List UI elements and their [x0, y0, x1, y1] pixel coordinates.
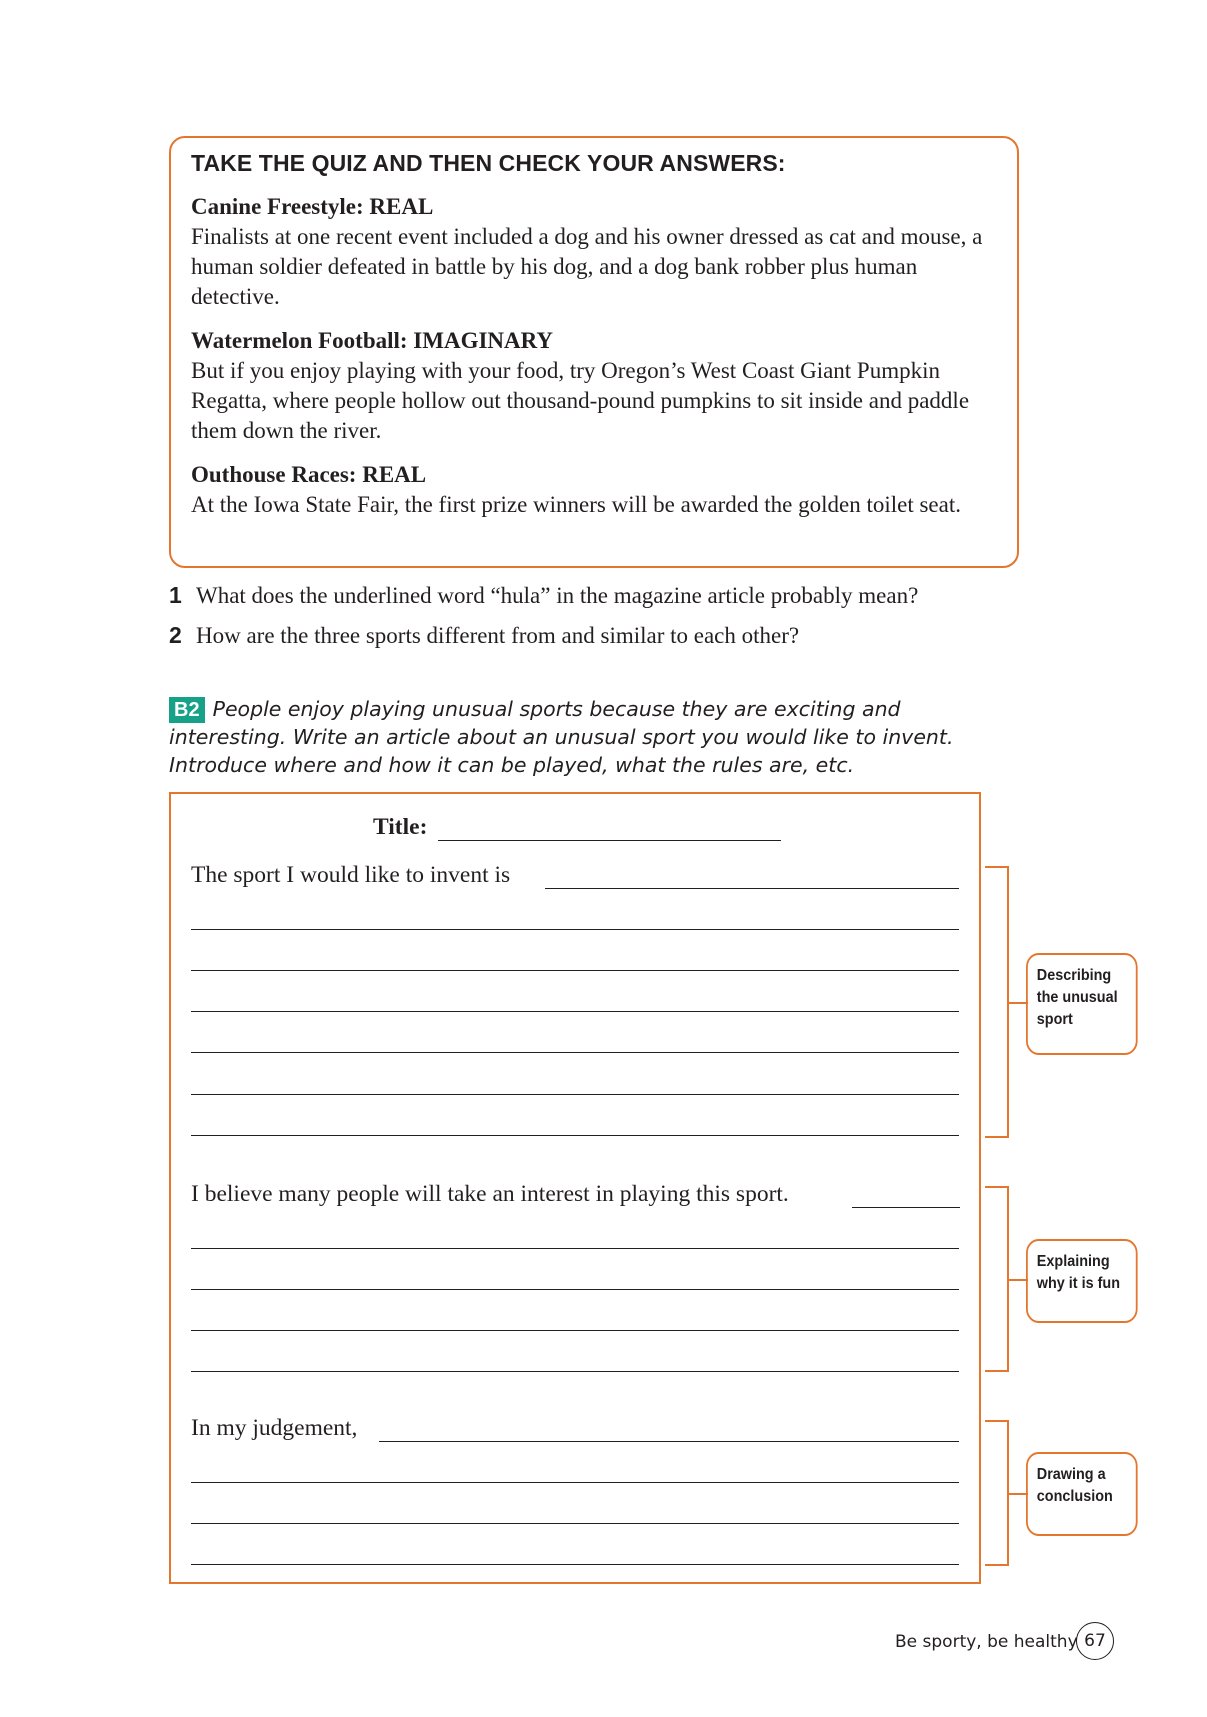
writing-line[interactable]	[852, 1207, 960, 1208]
writing-line[interactable]	[545, 888, 959, 889]
task-text: People enjoy playing unusual sports because they are exciting and interesting. Write an article about an unusual sport you would like to invent. Introduce where and how it can be played, what the rules are, etc.	[169, 697, 954, 777]
bracket-describing	[985, 866, 1009, 1138]
writing-line[interactable]	[191, 929, 959, 930]
quiz-item-body: But if you enjoy playing with your food, try Oregon’s West Coast Giant Pumpkin Regatta, where people hollow out thousand-pound pumpkins to sit inside and paddle them down the river.	[191, 358, 970, 443]
quiz-answer-box	[169, 136, 1019, 568]
question-2	[169, 622, 799, 649]
prompt-interest: I believe many people will take an interest in playing this sport.	[191, 1181, 789, 1207]
quiz-item-body: Finalists at one recent event included a dog and his owner dressed as cat and mouse, a human soldier defeated in battle by his dog, and a dog bank robber plus human detective.	[191, 224, 983, 309]
quiz-item-watermelon-football	[191, 326, 997, 446]
writing-frame	[169, 792, 981, 1584]
label-explaining: Explaining why it is fun	[1026, 1239, 1138, 1323]
writing-line[interactable]	[191, 1052, 959, 1053]
writing-line[interactable]	[191, 1371, 959, 1372]
question-1	[169, 582, 918, 609]
prompt-judgement: In my judgement,	[191, 1415, 358, 1441]
title-label: Title:	[373, 814, 428, 840]
task-badge: B2	[169, 697, 205, 723]
page-number: 67	[1076, 1622, 1114, 1660]
writing-line[interactable]	[191, 1011, 959, 1012]
question-number: 1	[169, 582, 182, 608]
bracket-connector	[1008, 1493, 1028, 1495]
writing-line[interactable]	[191, 1248, 959, 1249]
quiz-heading: TAKE THE QUIZ AND THEN CHECK YOUR ANSWERS:	[191, 150, 786, 176]
bracket-explaining	[985, 1186, 1009, 1372]
writing-line[interactable]	[191, 1482, 959, 1483]
question-text: What does the underlined word “hula” in the magazine article probably mean?	[196, 583, 919, 608]
bracket-drawing	[985, 1420, 1009, 1566]
writing-line[interactable]	[191, 970, 959, 971]
label-drawing: Drawing a conclusion	[1026, 1452, 1138, 1536]
quiz-item-body: At the Iowa State Fair, the first prize winners will be awarded the golden toilet seat.	[191, 492, 961, 517]
question-text: How are the three sports different from and similar to each other?	[196, 623, 800, 648]
writing-line[interactable]	[191, 1289, 959, 1290]
title-line[interactable]	[438, 840, 781, 841]
footer-unit-title: Be sporty, be healthy	[895, 1632, 1078, 1652]
writing-line[interactable]	[191, 1330, 959, 1331]
writing-line[interactable]	[379, 1441, 959, 1442]
bracket-connector	[1008, 1279, 1028, 1281]
quiz-item-canine-freestyle	[191, 192, 997, 312]
writing-line[interactable]	[191, 1094, 959, 1095]
bracket-connector	[1008, 1002, 1028, 1004]
writing-line[interactable]	[191, 1523, 959, 1524]
writing-line[interactable]	[191, 1135, 959, 1136]
question-number: 2	[169, 622, 182, 648]
quiz-item-title: Watermelon Football: IMAGINARY	[191, 328, 554, 353]
quiz-item-outhouse-races	[191, 460, 997, 520]
writing-task-instruction	[169, 695, 1019, 779]
writing-line[interactable]	[191, 1564, 959, 1565]
quiz-item-title: Outhouse Races: REAL	[191, 462, 427, 487]
prompt-sport-invent: The sport I would like to invent is	[191, 862, 511, 888]
label-describing: Describing the unusual sport	[1026, 953, 1138, 1055]
quiz-item-title: Canine Freestyle: REAL	[191, 194, 434, 219]
